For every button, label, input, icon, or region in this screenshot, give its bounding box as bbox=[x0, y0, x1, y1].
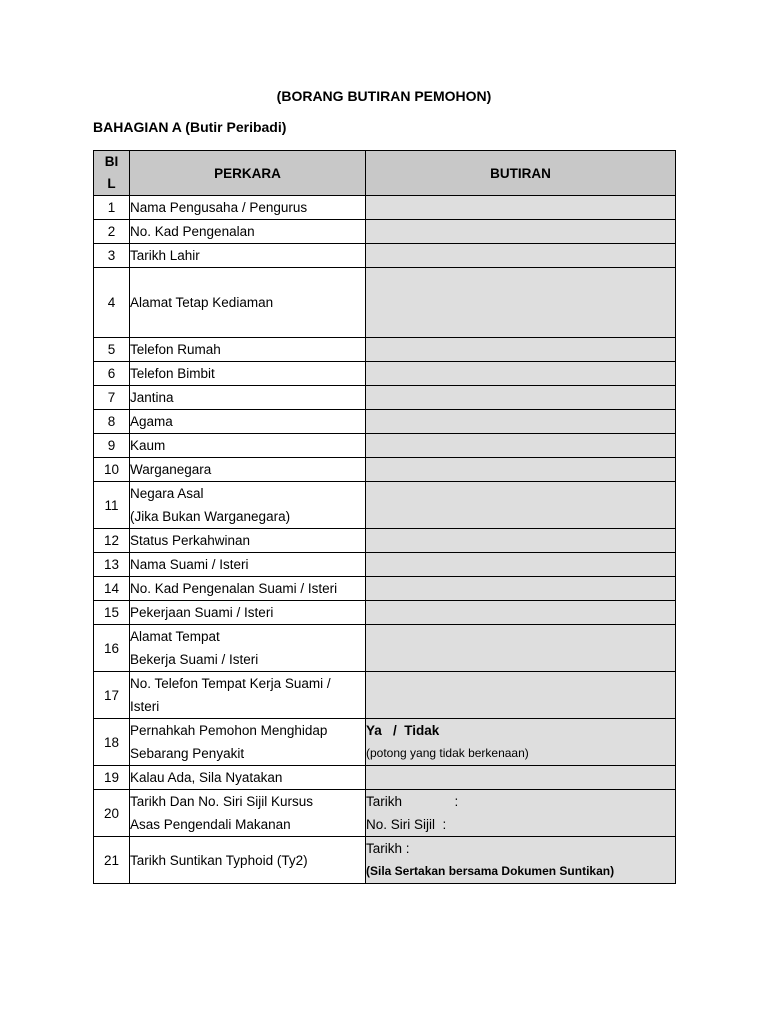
table-row bbox=[94, 338, 676, 362]
row-number: 17 bbox=[94, 672, 130, 719]
item-label-line: Alamat Tempat bbox=[130, 629, 220, 644]
item-label-line: (Jika Bukan Warganegara) bbox=[130, 509, 291, 524]
table-row bbox=[94, 196, 676, 220]
row-item-label bbox=[130, 386, 366, 410]
header-bil: BI L bbox=[94, 151, 130, 196]
table-row bbox=[94, 577, 676, 601]
table-row bbox=[94, 386, 676, 410]
row-number: 4 bbox=[94, 268, 130, 338]
row-number: 8 bbox=[94, 410, 130, 434]
table-row bbox=[94, 482, 676, 529]
row-value-field[interactable] bbox=[366, 790, 676, 837]
row-item-label bbox=[130, 410, 366, 434]
item-label-line: Agama bbox=[130, 414, 173, 429]
table-row bbox=[94, 601, 676, 625]
row-item-label bbox=[130, 434, 366, 458]
table-row bbox=[94, 458, 676, 482]
row-value-field[interactable] bbox=[366, 338, 676, 362]
row-value-field[interactable] bbox=[366, 458, 676, 482]
row-item-label bbox=[130, 220, 366, 244]
table-row bbox=[94, 625, 676, 672]
yes-no-note: (potong yang tidak berkenaan) bbox=[366, 746, 529, 760]
table-row bbox=[94, 268, 676, 338]
row-value-field[interactable] bbox=[366, 434, 676, 458]
item-label-line: Asas Pengendali Makanan bbox=[130, 817, 291, 832]
table-row bbox=[94, 719, 676, 766]
item-label-line: Alamat Tetap Kediaman bbox=[130, 295, 274, 310]
row-value-field[interactable] bbox=[366, 577, 676, 601]
table-row bbox=[94, 766, 676, 790]
row-number: 21 bbox=[94, 837, 130, 884]
item-label-line: Isteri bbox=[130, 699, 160, 714]
row-value-field[interactable] bbox=[366, 601, 676, 625]
row-item-label bbox=[130, 196, 366, 220]
table-row bbox=[94, 220, 676, 244]
row-item-label bbox=[130, 790, 366, 837]
row-item-label bbox=[130, 672, 366, 719]
item-label-line: Negara Asal bbox=[130, 486, 204, 501]
row-value-field[interactable] bbox=[366, 386, 676, 410]
section-heading: BAHAGIAN A (Butir Peribadi) bbox=[93, 119, 287, 135]
injection-document-note: (Sila Sertakan bersama Dokumen Suntikan) bbox=[366, 864, 615, 878]
row-number: 5 bbox=[94, 338, 130, 362]
row-value-field[interactable] bbox=[366, 719, 676, 766]
row-item-label bbox=[130, 529, 366, 553]
item-label-line: Pernahkah Pemohon Menghidap bbox=[130, 723, 328, 738]
row-number: 11 bbox=[94, 482, 130, 529]
row-value-field[interactable] bbox=[366, 672, 676, 719]
row-value-field[interactable] bbox=[366, 362, 676, 386]
row-item-label bbox=[130, 244, 366, 268]
item-label-line: Warganegara bbox=[130, 462, 212, 477]
row-item-label bbox=[130, 601, 366, 625]
header-butiran: BUTIRAN bbox=[366, 151, 676, 196]
table-row bbox=[94, 837, 676, 884]
item-label-line: Status Perkahwinan bbox=[130, 533, 251, 548]
row-number: 3 bbox=[94, 244, 130, 268]
row-value-field[interactable] bbox=[366, 196, 676, 220]
row-item-label bbox=[130, 268, 366, 338]
row-value-field[interactable] bbox=[366, 766, 676, 790]
row-value-field[interactable] bbox=[366, 220, 676, 244]
table-row bbox=[94, 790, 676, 837]
row-value-field[interactable] bbox=[366, 410, 676, 434]
item-label-line: Telefon Rumah bbox=[130, 342, 221, 357]
row-value-field[interactable] bbox=[366, 244, 676, 268]
row-number: 19 bbox=[94, 766, 130, 790]
item-label-line: Jantina bbox=[130, 390, 174, 405]
row-number: 14 bbox=[94, 577, 130, 601]
row-number: 20 bbox=[94, 790, 130, 837]
item-label-line: Bekerja Suami / Isteri bbox=[130, 652, 259, 667]
row-value-field[interactable] bbox=[366, 553, 676, 577]
item-label-line: No. Kad Pengenalan Suami / Isteri bbox=[130, 581, 338, 596]
item-label-line: Tarikh Dan No. Siri Sijil Kursus bbox=[130, 794, 314, 809]
row-value-field[interactable] bbox=[366, 529, 676, 553]
table-row bbox=[94, 672, 676, 719]
row-item-label bbox=[130, 338, 366, 362]
certificate-serial-label: No. Siri Sijil : bbox=[366, 817, 447, 832]
row-item-label bbox=[130, 482, 366, 529]
row-number: 9 bbox=[94, 434, 130, 458]
table-row bbox=[94, 362, 676, 386]
applicant-details-table bbox=[93, 150, 676, 884]
table-header-row bbox=[94, 151, 676, 196]
row-value-field[interactable] bbox=[366, 837, 676, 884]
form-title: (BORANG BUTIRAN PEMOHON) bbox=[276, 88, 492, 104]
row-item-label bbox=[130, 553, 366, 577]
row-value-field[interactable] bbox=[366, 625, 676, 672]
row-item-label bbox=[130, 837, 366, 884]
row-item-label bbox=[130, 362, 366, 386]
item-label-line: Sebarang Penyakit bbox=[130, 746, 245, 761]
item-label-line: No. Kad Pengenalan bbox=[130, 224, 255, 239]
item-label-line: Tarikh Lahir bbox=[130, 248, 200, 263]
row-number: 16 bbox=[94, 625, 130, 672]
table-row bbox=[94, 410, 676, 434]
item-label-line: Telefon Bimbit bbox=[130, 366, 215, 381]
row-value-field[interactable] bbox=[366, 482, 676, 529]
row-item-label bbox=[130, 458, 366, 482]
item-label-line: No. Telefon Tempat Kerja Suami / bbox=[130, 676, 331, 691]
row-number: 18 bbox=[94, 719, 130, 766]
row-number: 13 bbox=[94, 553, 130, 577]
table-row bbox=[94, 434, 676, 458]
certificate-date-label: Tarikh : bbox=[366, 794, 459, 809]
row-item-label bbox=[130, 766, 366, 790]
row-item-label bbox=[130, 719, 366, 766]
injection-date-label: Tarikh : bbox=[366, 841, 410, 856]
row-item-label bbox=[130, 577, 366, 601]
item-label-line: Pekerjaan Suami / Isteri bbox=[130, 605, 274, 620]
row-number: 15 bbox=[94, 601, 130, 625]
row-number: 10 bbox=[94, 458, 130, 482]
item-label-line: Nama Pengusaha / Pengurus bbox=[130, 200, 308, 215]
table-row bbox=[94, 529, 676, 553]
item-label-line: Kalau Ada, Sila Nyatakan bbox=[130, 770, 283, 785]
row-number: 1 bbox=[94, 196, 130, 220]
yes-no-options: Ya / Tidak bbox=[366, 723, 440, 738]
row-number: 6 bbox=[94, 362, 130, 386]
item-label-line: Nama Suami / Isteri bbox=[130, 557, 249, 572]
header-perkara: PERKARA bbox=[130, 151, 366, 196]
row-number: 2 bbox=[94, 220, 130, 244]
item-label-line: Tarikh Suntikan Typhoid (Ty2) bbox=[130, 852, 308, 868]
row-number: 12 bbox=[94, 529, 130, 553]
table-row bbox=[94, 553, 676, 577]
row-number: 7 bbox=[94, 386, 130, 410]
item-label-line: Kaum bbox=[130, 438, 166, 453]
row-value-field[interactable] bbox=[366, 268, 676, 338]
table-row bbox=[94, 244, 676, 268]
row-item-label bbox=[130, 625, 366, 672]
